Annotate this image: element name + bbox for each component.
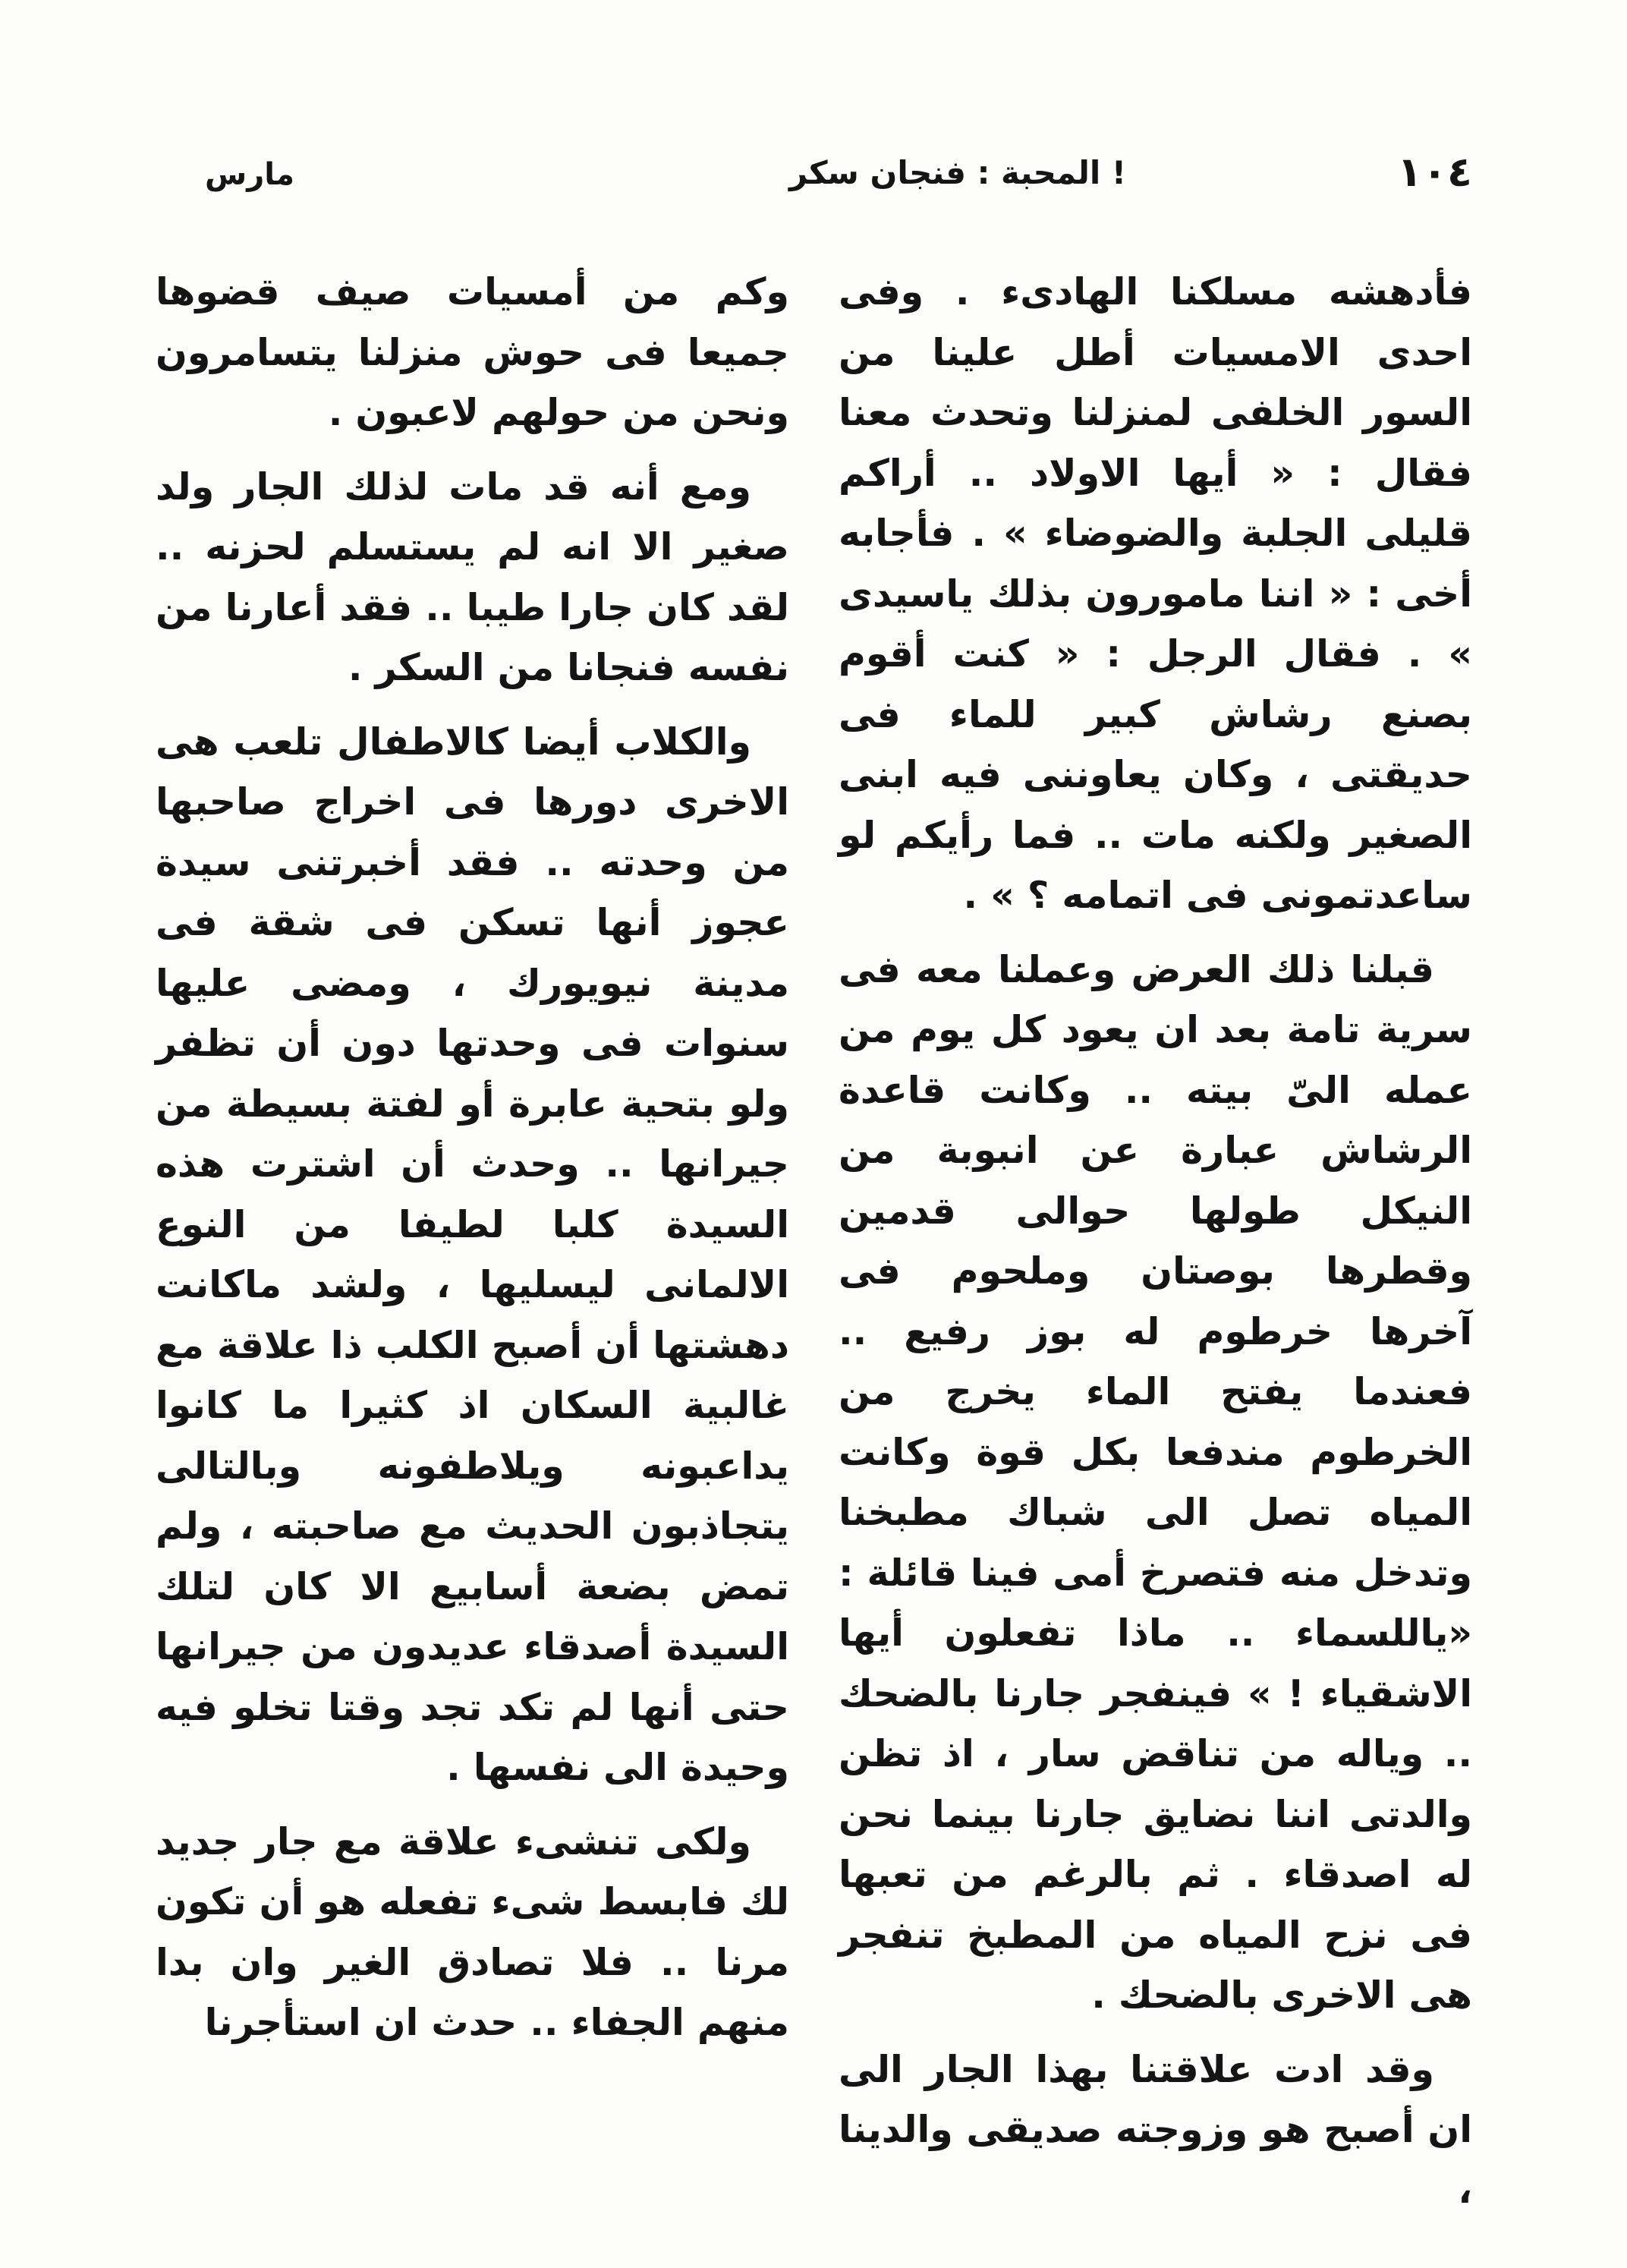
right-text-column: [839, 262, 1472, 2234]
running-title: المحبة : فنجان سكر !: [789, 154, 1127, 191]
paragraph: وكم من أمسيات صيف قضوها جميعا فى حوش منزلنا يتسامرون ونحن من حولهم لاعبون .: [156, 270, 789, 434]
paragraph: فأدهشه مسلكنا الهادىء . وفى احدى الامسيات أطل علينا من السور الخلفى لمنزلنا وتحدث معنا فقال : « أيها الاولاد .. أراكم قليلى الجلبة والضوضاء » . فأجابه أخى : « اننا مامورون بذلك ياسيدى » . فقال الرجل : « كنت أقوم بصنع رشاش كبير للماء فى حديقتى ، وكان يعاوننى فيه ابنى الصغير ولكنه مات .. فما رأيكم لو ساعدتمونى فى اتمامه ؟ » .: [839, 270, 1472, 917]
page-number: ١٠٤: [1397, 148, 1472, 196]
paragraph: وقد ادت علاقتنا بهذا الجار الى ان أصبح هو وزوجته صديقى والدينا ،: [839, 2047, 1472, 2212]
paragraph: قبلنا ذلك العرض وعملنا معه فى سرية تامة بعد ان يعود كل يوم من عمله الىّ بيته .. وكانت قاعدة الرشاش عبارة عن انبوبة من النيكل طولها حوالى قدمين وقطرها بوصتان وملحوم فى آخرها خرطوم له بوز رفيع .. فعندما يفتح الماء يخرج من الخرطوم مندفعا بكل قوة وكانت المياه تصل الى شباك مطبخنا وتدخل منه فتصرخ أمى فينا قائلة : «ياللسماء .. ماذا تفعلون أيها الاشقياء ! » فينفجر جارنا بالضحك .. وياله من تناقض سار ، اذ تظن والدتى اننا نضايق جارنا بينما نحن له اصدقاء . ثم بالرغم من تعبها فى نزح المياه من المطبخ تنفجر هى الاخرى بالضحك .: [839, 947, 1472, 2017]
month-label: مارس: [205, 157, 295, 192]
paragraph: ومع أنه قد مات لذلك الجار ولد صغير الا انه لم يستسلم لحزنه .. لقد كان جارا طيبا .. فقد أعارنا من نفسه فنجانا من السكر .: [156, 465, 789, 689]
page-header: [167, 148, 1472, 209]
paragraph: ولكى تنشىء علاقة مع جار جديد لك فابسط شىء تفعله هو أن تكون مرنا .. فلا تصادق الغير وان بدا منهم الجفاء .. حدث ان استأجرنا: [156, 1819, 789, 2044]
paragraph: والكلاب أيضا كالاطفال تلعب هى الاخرى دورها فى اخراج صاحبها من وحدته .. فقد أخبرتنى سيدة عجوز أنها تسكن فى شقة فى مدينة نيويورك ، ومضى عليها سنوات فى وحدتها دون أن تظفر ولو بتحية عابرة أو لفتة بسيطة من جيرانها .. وحدث أن اشترت هذه السيدة كلبا لطيفا من النوع الالمانى ليسليها ، ولشد ماكانت دهشتها أن أصبح الكلب ذا علاقة مع غالبية السكان اذ كثيرا ما كانوا يداعبونه ويلاطفونه وبالتالى يتجاذبون الحديث مع صاحبته ، ولم تمض بضعة أسابيع الا كان لتلك السيدة أصدقاء عديدون من جيرانها حتى أنها لم تكد تجد وقتا تخلو فيه وحيدة الى نفسها .: [156, 720, 789, 1789]
left-text-column: [156, 262, 789, 2067]
